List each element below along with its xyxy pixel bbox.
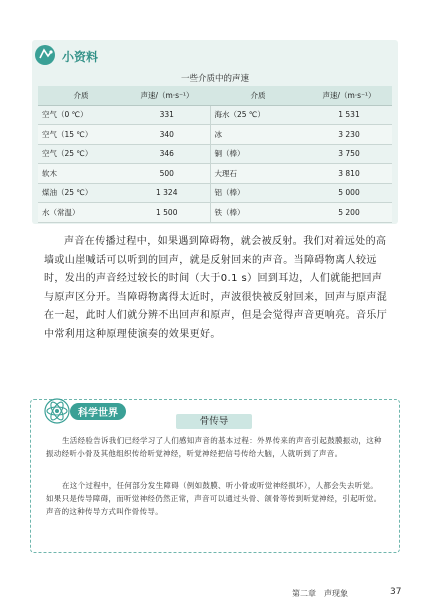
speed-cell: 340 <box>124 125 210 145</box>
table-row <box>38 183 392 203</box>
speed-cell: 3 810 <box>306 164 392 184</box>
science-paragraph: 在这个过程中，任何部分发生障碍（例如鼓膜、听小骨或听觉神经损坏），人都会失去听觉。如果只是传导障碍，而听觉神经仍然正常，声音可以通过头骨、颌骨等传到听觉神经，引起听觉。声音的这种传导方式叫作骨传导。 <box>46 481 382 516</box>
chapter-label: 第二章 声现象 <box>292 589 348 598</box>
speed-cell: 1 324 <box>124 183 210 203</box>
speed-cell: 5 000 <box>306 183 392 203</box>
table-row <box>38 125 392 145</box>
table-row <box>38 164 392 184</box>
column-header: 介质 <box>210 86 306 105</box>
medium-cell: 铝（棒） <box>210 183 306 203</box>
info-badge-icon <box>34 44 58 66</box>
table-header-row <box>38 86 392 105</box>
science-subtitle: 骨传导 <box>199 416 229 427</box>
medium-cell: 煤油（25 ℃） <box>38 183 124 203</box>
sound-speed-table <box>38 86 392 223</box>
speed-cell: 346 <box>124 144 210 164</box>
science-label: 科学世界 <box>70 403 126 420</box>
speed-cell: 5 200 <box>306 203 392 223</box>
medium-cell: 空气（15 ℃） <box>38 125 124 145</box>
table-title: 一些介质中的声速 <box>180 74 249 84</box>
page-number: 37 <box>390 587 402 597</box>
medium-cell: 大理石 <box>210 164 306 184</box>
medium-cell: 海水（25 ℃） <box>210 105 306 125</box>
table-row <box>38 105 392 125</box>
speed-cell: 331 <box>124 105 210 125</box>
medium-cell: 软木 <box>38 164 124 184</box>
speed-cell: 3 230 <box>306 125 392 145</box>
table-row <box>38 144 392 164</box>
table-row <box>38 203 392 223</box>
echo-paragraph: 声音在传播过程中，如果遇到障碍物，就会被反射。我们对着远处的高墙或山崖喊话可以听到的回声，就是反射回来的声音。当障碍物离人较远时，发出的声音经过较长的时间（大于0.1 s）回到耳边，人们就能把回声与原声区分开。当障碍物离得太近时，声波很快被反射回来，回声与原声混在一起，此时人们就分辨不出回声和原声，但是会觉得声音更响亮。音乐厅中常利用这种原理使演奏的效果更好。 <box>44 236 388 340</box>
medium-cell: 铁（棒） <box>210 203 306 223</box>
medium-cell: 冰 <box>210 125 306 145</box>
column-header: 声速/（m·s⁻¹） <box>306 86 392 105</box>
medium-cell: 水（常温） <box>38 203 124 223</box>
column-header: 声速/（m·s⁻¹） <box>124 86 210 105</box>
science-paragraph: 生活经验告诉我们已经学习了人们感知声音的基本过程：外界传来的声音引起鼓膜振动，这种振动经听小骨及其他组织传给听觉神经，听觉神经把信号传给大脑，人就听到了声音。 <box>46 436 382 458</box>
speed-cell: 1 531 <box>306 105 392 125</box>
medium-cell: 铜（棒） <box>210 144 306 164</box>
speed-cell: 500 <box>124 164 210 184</box>
column-header: 介质 <box>38 86 124 105</box>
medium-cell: 空气（25 ℃） <box>38 144 124 164</box>
atom-icon <box>44 398 70 424</box>
speed-cell: 3 750 <box>306 144 392 164</box>
medium-cell: 空气（0 ℃） <box>38 105 124 125</box>
speed-cell: 1 500 <box>124 203 210 223</box>
info-label: 小资料 <box>62 50 99 64</box>
